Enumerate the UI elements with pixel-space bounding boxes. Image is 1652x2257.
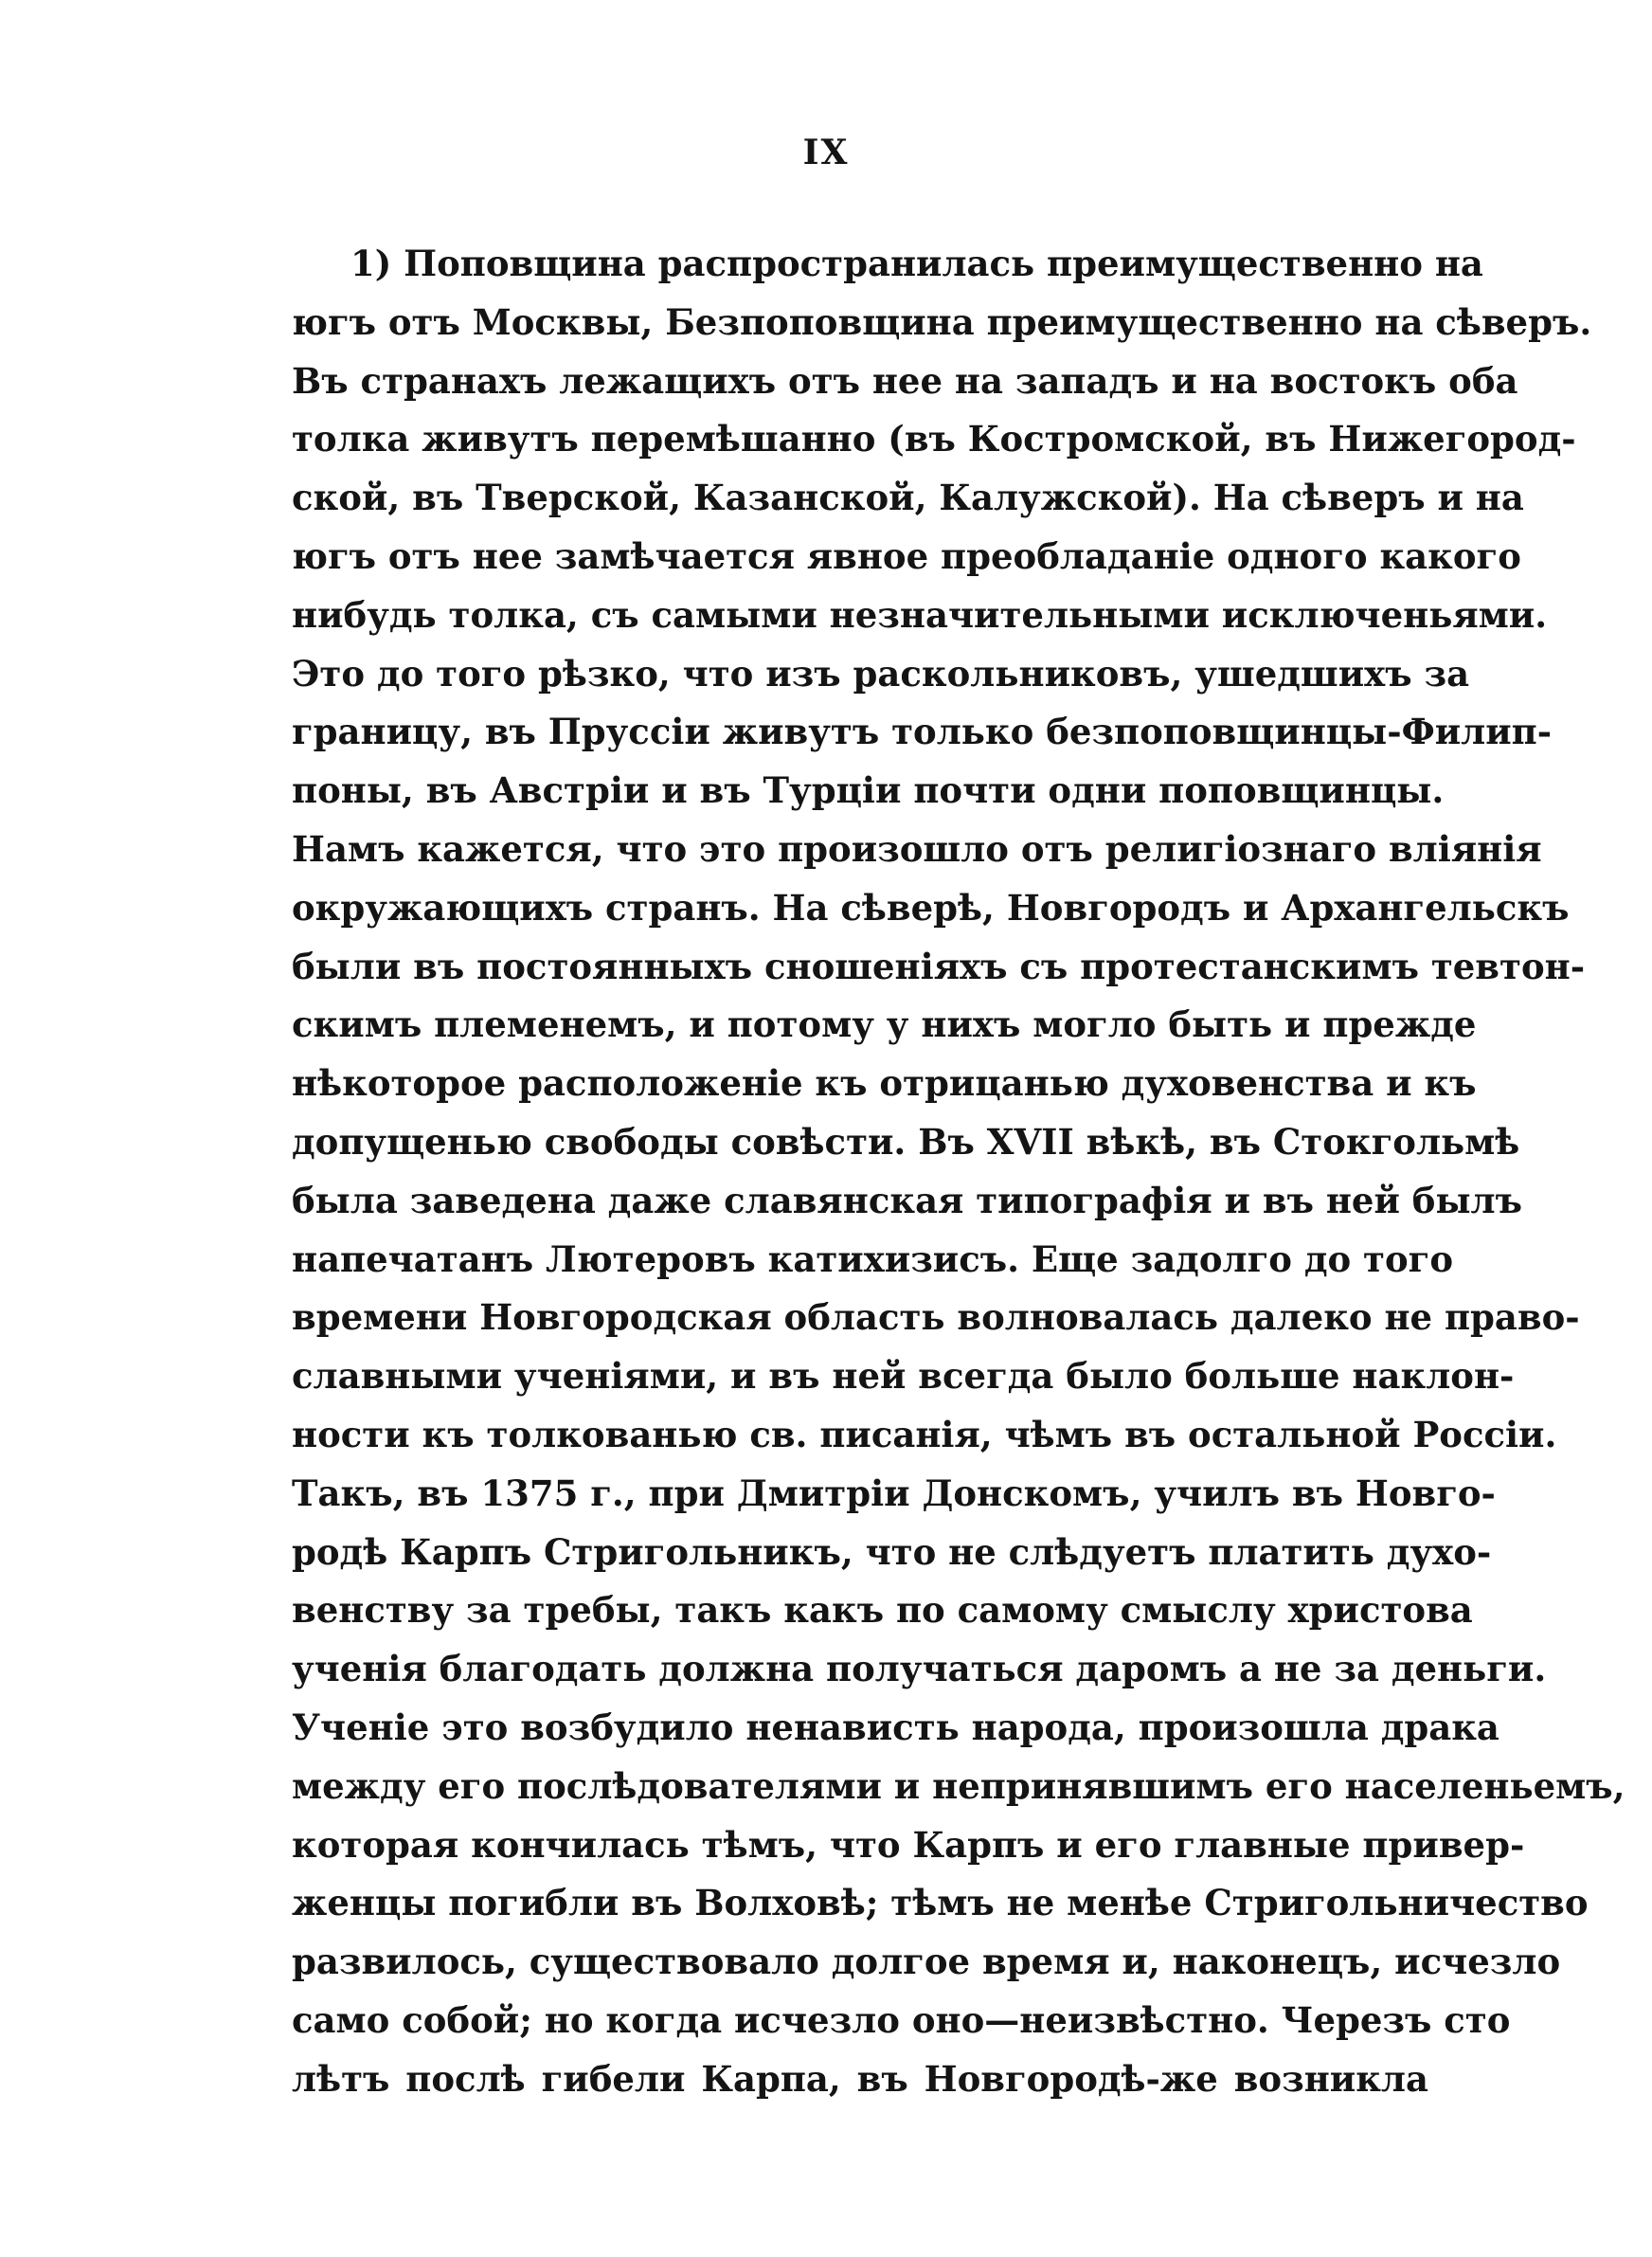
text-line: между его послѣдователями и непринявшимъ его населеньемъ, (292, 1764, 1625, 1807)
text-line: Такъ, въ 1375 г., при Дмитріи Донскомъ, училъ въ Новго- (292, 1472, 1496, 1514)
text-line: развилось, существовало долгое время и, наконецъ, исчезло (292, 1941, 1561, 1983)
body-text (292, 235, 1625, 2109)
text-line: югъ отъ Москвы, Безпоповщина преимущественно на сѣверъ. (292, 300, 1592, 343)
text-line: нѣкоторое расположеніе къ отрицанью духовенства и къ (292, 1062, 1477, 1105)
text-line: допущенью свободы совѣсти. Въ XVII вѣкѣ, въ Стокгольмѣ (292, 1120, 1520, 1163)
text-line: лѣтъ послѣ гибели Карпа, въ Новгородѣ-же возникла (292, 2057, 1428, 2100)
text-line: Въ странахъ лежащихъ отъ нее на западъ и на востокъ оба (292, 359, 1518, 402)
text-line: которая кончилась тѣмъ, что Карпъ и его главные привер- (292, 1823, 1525, 1866)
text-line: были въ постоянныхъ сношеніяхъ съ протестанскимъ тевтон- (292, 945, 1586, 987)
page-number: IX (802, 133, 850, 172)
text-line: Ученіе это возбудило ненависть народа, произошла драка (292, 1706, 1499, 1748)
text-line: славными ученіями, и въ ней всегда было больше наклон- (292, 1355, 1515, 1398)
text-line: поны, въ Австріи и въ Турціи почти одни поповщинцы. (292, 769, 1445, 812)
text-line: скимъ племенемъ, и потому у нихъ могло быть и прежде (292, 1003, 1477, 1046)
text-line: напечатанъ Лютеровъ катихизисъ. Еще задолго до того (292, 1237, 1454, 1280)
text-line: границу, въ Пруссіи живутъ только безпоповщинцы-Филип- (292, 711, 1553, 753)
text-line: окружающихъ странъ. На сѣверѣ, Новгородъ и Архангельскъ (292, 886, 1570, 929)
text-line: ности къ толкованью св. писанія, чѣмъ въ остальной Россіи. (292, 1413, 1557, 1455)
text-line: Это до того рѣзко, что изъ раскольниковъ, ушедшихъ за (292, 652, 1470, 695)
text-line: времени Новгородская область волновалась далеко не право- (292, 1296, 1580, 1339)
text-line: югъ отъ нее замѣчается явное преобладаніе одного какого (292, 534, 1521, 577)
text-line: ученія благодать должна получаться даромъ а не за деньги. (292, 1648, 1547, 1690)
text-line: толка живутъ перемѣшанно (въ Костромской, въ Нижегород- (292, 418, 1576, 460)
text-line: ской, въ Тверской, Казанской, Калужской). На сѣверъ и на (292, 477, 1524, 519)
text-line: само собой; но когда исчезло оно—неизвѣстно. Черезъ сто (292, 1998, 1511, 2041)
text-line: нибудь толка, съ самыми незначительными исключеньями. (292, 593, 1548, 636)
text-line: была заведена даже славянская типографія и въ ней былъ (292, 1179, 1523, 1221)
text-line: 1) Поповщина распространилась преимущественно на (350, 243, 1483, 284)
text-line: Намъ кажется, что это произошло отъ религіознаго вліянія (292, 827, 1542, 870)
text-line: женцы погибли въ Волховѣ; тѣмъ не менѣе Стригольничество (292, 1882, 1589, 1924)
text-line: родѣ Карпъ Стригольникъ, что не слѣдуетъ платить духо- (292, 1530, 1492, 1573)
text-line: венству за требы, такъ какъ по самому смыслу христова (292, 1589, 1473, 1632)
